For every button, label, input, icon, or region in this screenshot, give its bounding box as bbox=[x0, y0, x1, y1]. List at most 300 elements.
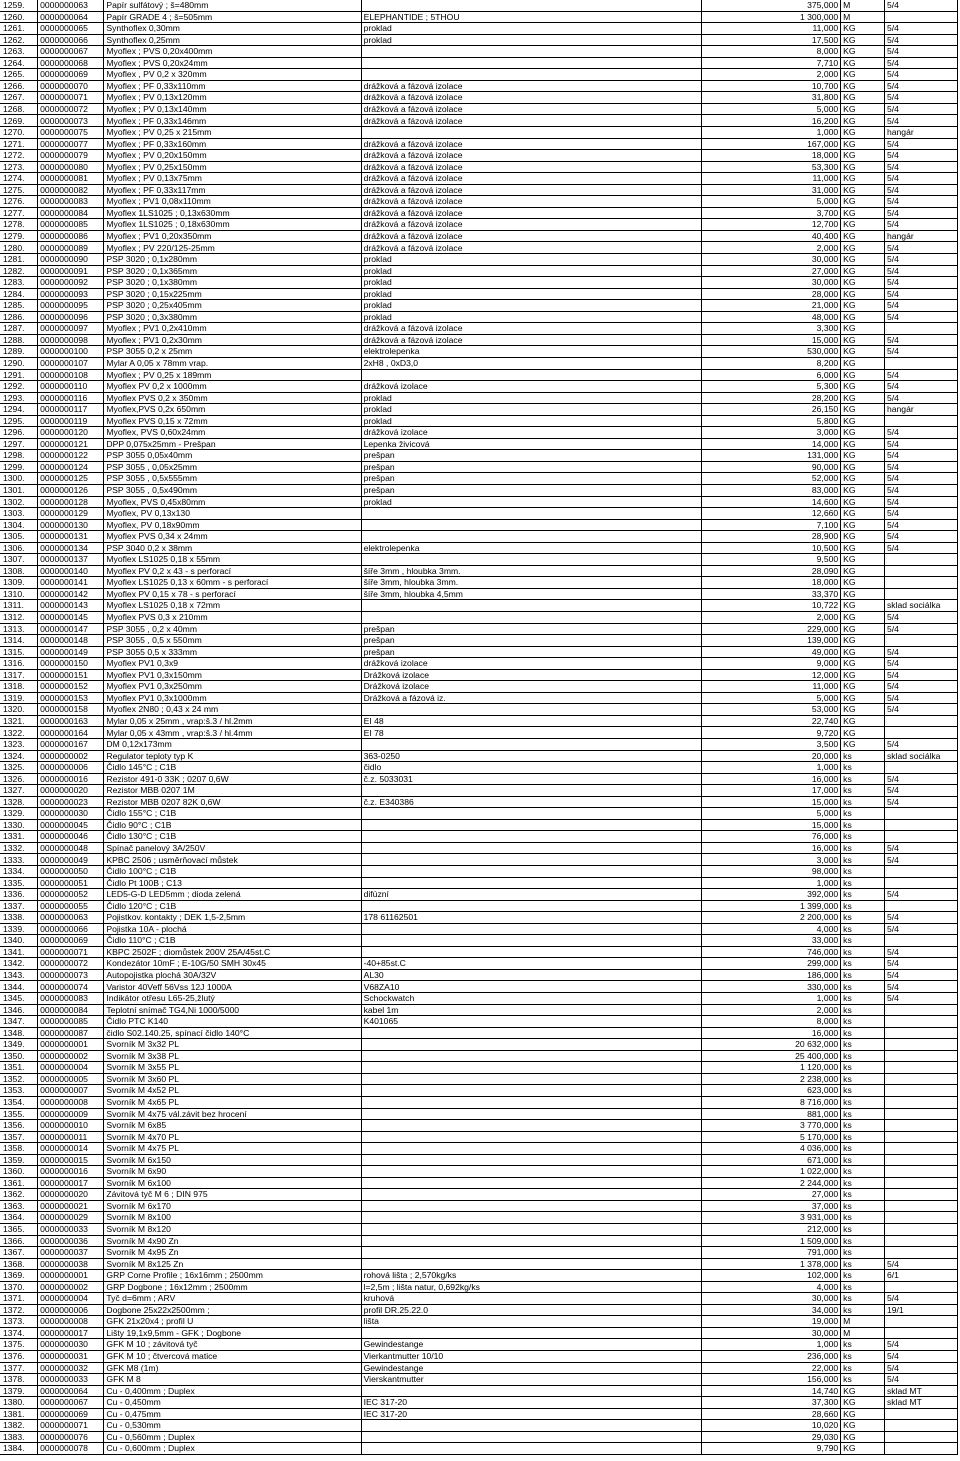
item-note bbox=[361, 1212, 701, 1224]
row-number: 1330. bbox=[0, 819, 38, 831]
item-name: PSP 3020 ; 0,3x380mm bbox=[104, 311, 361, 323]
row-number: 1344. bbox=[0, 981, 38, 993]
item-code: 0000000004 bbox=[38, 1062, 104, 1074]
item-name: Svorník M 8x100 bbox=[104, 1212, 361, 1224]
item-location: 5/4 bbox=[884, 1258, 957, 1270]
item-name: Čidlo 100°C ; C1B bbox=[104, 866, 361, 878]
item-code: 0000000140 bbox=[38, 565, 104, 577]
item-code: 0000000158 bbox=[38, 704, 104, 716]
table-row bbox=[0, 773, 958, 785]
item-location: 5/4 bbox=[884, 369, 957, 381]
item-note: EI 78 bbox=[361, 727, 701, 739]
item-name: Dogbone 25x22x2500mm ; bbox=[104, 1304, 361, 1316]
item-code: 0000000074 bbox=[38, 981, 104, 993]
row-number: 1295. bbox=[0, 415, 38, 427]
row-number: 1316. bbox=[0, 658, 38, 670]
item-quantity: 30,000 bbox=[701, 277, 840, 289]
item-unit: ks bbox=[841, 912, 885, 924]
item-name: Myoflex PV1 0,3x1000mm bbox=[104, 692, 361, 704]
item-location bbox=[884, 900, 957, 912]
item-code: 0000000128 bbox=[38, 496, 104, 508]
item-note bbox=[361, 819, 701, 831]
item-quantity: 9,720 bbox=[701, 727, 840, 739]
row-number: 1263. bbox=[0, 46, 38, 58]
item-name: Svorník M 4x52 PL bbox=[104, 1085, 361, 1097]
row-number: 1371. bbox=[0, 1293, 38, 1305]
item-code: 0000000001 bbox=[38, 1270, 104, 1282]
item-note: elektrolepenka bbox=[361, 542, 701, 554]
item-name: Čidlo 145°C ; C1B bbox=[104, 762, 361, 774]
item-name: Myoflex 2N80 ; 0,43 x 24 mm bbox=[104, 704, 361, 716]
item-note: Vierskantmutter bbox=[361, 1374, 701, 1386]
row-number: 1365. bbox=[0, 1223, 38, 1235]
table-row bbox=[0, 577, 958, 589]
item-location: 5/4 bbox=[884, 438, 957, 450]
item-name: PSP 3040 0,2 x 38mm bbox=[104, 542, 361, 554]
item-location: 5/4 bbox=[884, 69, 957, 81]
item-code: 0000000015 bbox=[38, 1154, 104, 1166]
row-number: 1283. bbox=[0, 277, 38, 289]
row-number: 1348. bbox=[0, 1027, 38, 1039]
item-quantity: 14,000 bbox=[701, 438, 840, 450]
item-unit: KG bbox=[841, 173, 885, 185]
item-code: 0000000149 bbox=[38, 646, 104, 658]
item-location: 5/4 bbox=[884, 288, 957, 300]
item-unit: ks bbox=[841, 1108, 885, 1120]
item-name: Závitová tyč M 6 ; DIN 975 bbox=[104, 1189, 361, 1201]
row-number: 1300. bbox=[0, 473, 38, 485]
item-location bbox=[884, 1247, 957, 1259]
item-location: 5/4 bbox=[884, 450, 957, 462]
item-code: 0000000037 bbox=[38, 1247, 104, 1259]
item-quantity: 15,000 bbox=[701, 796, 840, 808]
item-code: 0000000066 bbox=[38, 923, 104, 935]
item-note: 178 61162501 bbox=[361, 912, 701, 924]
item-code: 0000000164 bbox=[38, 727, 104, 739]
row-number: 1355. bbox=[0, 1108, 38, 1120]
item-unit: KG bbox=[841, 577, 885, 589]
item-code: 0000000020 bbox=[38, 1189, 104, 1201]
item-name: Pojistkov. kontakty ; DEK 1,5-2,5mm bbox=[104, 912, 361, 924]
item-location bbox=[884, 1016, 957, 1028]
item-unit: KG bbox=[841, 669, 885, 681]
item-note bbox=[361, 1062, 701, 1074]
item-note: šíře 3mm, hloubka 3mm. bbox=[361, 577, 701, 589]
item-location: 5/4 bbox=[884, 1374, 957, 1386]
item-unit: ks bbox=[841, 993, 885, 1005]
item-quantity: 15,000 bbox=[701, 819, 840, 831]
item-unit: KG bbox=[841, 242, 885, 254]
item-name: Svorník M 4x75 PL bbox=[104, 1143, 361, 1155]
item-location: 5/4 bbox=[884, 496, 957, 508]
item-name: Myoflex ; PV1 0,2x410mm bbox=[104, 323, 361, 335]
item-note: drážková a fázová izolace bbox=[361, 196, 701, 208]
item-unit: ks bbox=[841, 785, 885, 797]
item-code: 0000000067 bbox=[38, 46, 104, 58]
item-code: 0000000078 bbox=[38, 1443, 104, 1455]
row-number: 1286. bbox=[0, 311, 38, 323]
table-row bbox=[0, 1131, 958, 1143]
item-quantity: 392,000 bbox=[701, 889, 840, 901]
item-note bbox=[361, 1247, 701, 1259]
item-note: proklad bbox=[361, 392, 701, 404]
item-name: Mylar A 0,05 x 78mm vrap. bbox=[104, 357, 361, 369]
item-name: Myoflex ; PV 0,13x140mm bbox=[104, 103, 361, 115]
item-location bbox=[884, 1062, 957, 1074]
table-row bbox=[0, 1350, 958, 1362]
table-row bbox=[0, 207, 958, 219]
item-quantity: 156,000 bbox=[701, 1374, 840, 1386]
table-row bbox=[0, 1016, 958, 1028]
item-unit: KG bbox=[841, 277, 885, 289]
item-quantity: 3,500 bbox=[701, 739, 840, 751]
item-name: Svorník M 4x95 Zn bbox=[104, 1247, 361, 1259]
item-code: 0000000030 bbox=[38, 1339, 104, 1351]
item-note: Schockwatch bbox=[361, 993, 701, 1005]
item-name: Čidlo 155°C ; C1B bbox=[104, 808, 361, 820]
item-note bbox=[361, 1327, 701, 1339]
item-unit: ks bbox=[841, 831, 885, 843]
item-code: 0000000008 bbox=[38, 1316, 104, 1328]
item-location bbox=[884, 577, 957, 589]
item-code: 0000000067 bbox=[38, 1397, 104, 1409]
item-location: 19/1 bbox=[884, 1304, 957, 1316]
item-note: šíře 3mm , hloubka 3mm. bbox=[361, 565, 701, 577]
item-quantity: 186,000 bbox=[701, 969, 840, 981]
item-unit: ks bbox=[841, 958, 885, 970]
item-note bbox=[361, 508, 701, 520]
row-number: 1307. bbox=[0, 554, 38, 566]
item-code: 0000000084 bbox=[38, 1004, 104, 1016]
item-unit: ks bbox=[841, 1085, 885, 1097]
item-note bbox=[361, 935, 701, 947]
row-number: 1345. bbox=[0, 993, 38, 1005]
row-number: 1314. bbox=[0, 635, 38, 647]
item-quantity: 14,740 bbox=[701, 1385, 840, 1397]
item-unit: KG bbox=[841, 392, 885, 404]
item-quantity: 28,200 bbox=[701, 392, 840, 404]
item-name: Myoflex, PV 0,18x90mm bbox=[104, 519, 361, 531]
row-number: 1339. bbox=[0, 923, 38, 935]
item-note: č.z. E340386 bbox=[361, 796, 701, 808]
table-row bbox=[0, 1431, 958, 1443]
item-name: Myoflex , PV 0,2 x 320mm bbox=[104, 69, 361, 81]
item-location bbox=[884, 1316, 957, 1328]
item-note bbox=[361, 1166, 701, 1178]
item-code: 0000000005 bbox=[38, 1073, 104, 1085]
item-location: 5/4 bbox=[884, 207, 957, 219]
item-location: 5/4 bbox=[884, 196, 957, 208]
item-unit: ks bbox=[841, 842, 885, 854]
item-code: 0000000110 bbox=[38, 381, 104, 393]
item-location: 5/4 bbox=[884, 57, 957, 69]
table-row bbox=[0, 173, 958, 185]
item-name: KPBC 2506 ; usměrňovací můstek bbox=[104, 854, 361, 866]
item-note bbox=[361, 1443, 701, 1455]
table-row bbox=[0, 357, 958, 369]
item-note bbox=[361, 1385, 701, 1397]
table-row bbox=[0, 946, 958, 958]
row-number: 1370. bbox=[0, 1281, 38, 1293]
item-note: prešpan bbox=[361, 461, 701, 473]
item-location: 5/4 bbox=[884, 150, 957, 162]
row-number: 1354. bbox=[0, 1096, 38, 1108]
item-unit: KG bbox=[841, 311, 885, 323]
item-quantity: 3,700 bbox=[701, 207, 840, 219]
item-location bbox=[884, 877, 957, 889]
item-unit: KG bbox=[841, 427, 885, 439]
table-row bbox=[0, 1281, 958, 1293]
table-row bbox=[0, 842, 958, 854]
item-name: Regulator teploty typ K bbox=[104, 750, 361, 762]
item-name: Myoflex 1LS1025 ; 0,13x630mm bbox=[104, 207, 361, 219]
item-quantity: 19,000 bbox=[701, 1316, 840, 1328]
item-location: 5/4 bbox=[884, 796, 957, 808]
row-number: 1315. bbox=[0, 646, 38, 658]
item-code: 0000000049 bbox=[38, 854, 104, 866]
item-unit: ks bbox=[841, 1258, 885, 1270]
item-unit: ks bbox=[841, 1062, 885, 1074]
item-name: Lišty 19,1x9,5mm - GFK ; Dogbone bbox=[104, 1327, 361, 1339]
row-number: 1291. bbox=[0, 369, 38, 381]
item-unit: KG bbox=[841, 611, 885, 623]
table-row bbox=[0, 1223, 958, 1235]
item-name: Cu - 0,560mm ; Duplex bbox=[104, 1431, 361, 1443]
item-code: 0000000117 bbox=[38, 404, 104, 416]
item-code: 0000000143 bbox=[38, 600, 104, 612]
item-code: 0000000085 bbox=[38, 219, 104, 231]
item-location: 5/4 bbox=[884, 519, 957, 531]
row-number: 1264. bbox=[0, 57, 38, 69]
item-unit: ks bbox=[841, 1281, 885, 1293]
item-unit: KG bbox=[841, 254, 885, 266]
item-note bbox=[361, 1073, 701, 1085]
row-number: 1303. bbox=[0, 508, 38, 520]
item-name: Rezistor MBB 0207 82K 0,6W bbox=[104, 796, 361, 808]
item-note: elektrolepenka bbox=[361, 346, 701, 358]
item-unit: KG bbox=[841, 184, 885, 196]
item-unit: KG bbox=[841, 588, 885, 600]
table-row bbox=[0, 646, 958, 658]
item-code: 0000000116 bbox=[38, 392, 104, 404]
item-name: Cu - 0,600mm ; Duplex bbox=[104, 1443, 361, 1455]
item-code: 0000000068 bbox=[38, 57, 104, 69]
item-unit: ks bbox=[841, 1177, 885, 1189]
row-number: 1308. bbox=[0, 565, 38, 577]
table-row bbox=[0, 323, 958, 335]
item-unit: KG bbox=[841, 635, 885, 647]
item-code: 0000000001 bbox=[38, 1039, 104, 1051]
item-note: drážková a fázová izolace bbox=[361, 138, 701, 150]
item-location: 5/4 bbox=[884, 1362, 957, 1374]
item-quantity: 623,000 bbox=[701, 1085, 840, 1097]
item-unit: KG bbox=[841, 438, 885, 450]
row-number: 1375. bbox=[0, 1339, 38, 1351]
item-unit: ks bbox=[841, 889, 885, 901]
item-name: Mylar 0,05 x 25mm , vrap:š.3 / hl.2mm bbox=[104, 715, 361, 727]
item-quantity: 6,000 bbox=[701, 369, 840, 381]
item-unit: ks bbox=[841, 981, 885, 993]
item-note bbox=[361, 1223, 701, 1235]
item-unit: ks bbox=[841, 1270, 885, 1282]
item-quantity: 1 378,000 bbox=[701, 1258, 840, 1270]
item-note: rohová lišta ; 2,570kg/ks bbox=[361, 1270, 701, 1282]
item-name: PSP 3055 , 0,2 x 40mm bbox=[104, 623, 361, 635]
item-name: Svorník M 4x70 PL bbox=[104, 1131, 361, 1143]
item-name: Myoflex ; PV 0,25 x 189mm bbox=[104, 369, 361, 381]
item-code: 0000000163 bbox=[38, 715, 104, 727]
item-note: V68ZA10 bbox=[361, 981, 701, 993]
item-name: PSP 3020 ; 0,1x380mm bbox=[104, 277, 361, 289]
table-row bbox=[0, 1408, 958, 1420]
row-number: 1298. bbox=[0, 450, 38, 462]
table-row bbox=[0, 196, 958, 208]
item-note bbox=[361, 1189, 701, 1201]
item-quantity: 8,000 bbox=[701, 46, 840, 58]
item-unit: KG bbox=[841, 80, 885, 92]
row-number: 1313. bbox=[0, 623, 38, 635]
item-location bbox=[884, 808, 957, 820]
item-code: 0000000126 bbox=[38, 484, 104, 496]
item-name: Myoflex ; PV1 0,2x30mm bbox=[104, 334, 361, 346]
item-unit: ks bbox=[841, 1154, 885, 1166]
row-number: 1361. bbox=[0, 1177, 38, 1189]
item-code: 0000000011 bbox=[38, 1131, 104, 1143]
table-row bbox=[0, 277, 958, 289]
item-quantity: 236,000 bbox=[701, 1350, 840, 1362]
item-note: drážková a fázová izolace bbox=[361, 150, 701, 162]
item-code: 0000000080 bbox=[38, 161, 104, 173]
item-name: Teplotní snímač TG4,Ni 1000/5000 bbox=[104, 1004, 361, 1016]
item-name: Myoflex, PVS 0,45x80mm bbox=[104, 496, 361, 508]
item-quantity: 17,000 bbox=[701, 785, 840, 797]
item-code: 0000000064 bbox=[38, 1385, 104, 1397]
item-location bbox=[884, 588, 957, 600]
item-code: 0000000148 bbox=[38, 635, 104, 647]
row-number: 1383. bbox=[0, 1431, 38, 1443]
item-location bbox=[884, 11, 957, 23]
item-location: 5/4 bbox=[884, 923, 957, 935]
item-unit: ks bbox=[841, 1131, 885, 1143]
item-name: Myoflex ; PF 0,33x110mm bbox=[104, 80, 361, 92]
item-code: 0000000002 bbox=[38, 1050, 104, 1062]
item-quantity: 11,000 bbox=[701, 681, 840, 693]
item-location bbox=[884, 1004, 957, 1016]
row-number: 1321. bbox=[0, 715, 38, 727]
item-location: 5/4 bbox=[884, 692, 957, 704]
item-name: Čidlo 130°C ; C1B bbox=[104, 831, 361, 843]
item-unit: KG bbox=[841, 230, 885, 242]
row-number: 1272. bbox=[0, 150, 38, 162]
row-number: 1274. bbox=[0, 173, 38, 185]
item-code: 0000000083 bbox=[38, 196, 104, 208]
item-note: drážková a fázová izolace bbox=[361, 92, 701, 104]
row-number: 1294. bbox=[0, 404, 38, 416]
item-name: Svorník M 3x60 PL bbox=[104, 1073, 361, 1085]
item-code: 0000000069 bbox=[38, 1408, 104, 1420]
row-number: 1372. bbox=[0, 1304, 38, 1316]
item-unit: ks bbox=[841, 1247, 885, 1259]
item-quantity: 28,000 bbox=[701, 288, 840, 300]
item-unit: KG bbox=[841, 1431, 885, 1443]
item-name: Myoflex ; PV 0,13x75mm bbox=[104, 173, 361, 185]
table-row bbox=[0, 623, 958, 635]
item-note: prešpan bbox=[361, 646, 701, 658]
item-location bbox=[884, 1154, 957, 1166]
item-quantity: 671,000 bbox=[701, 1154, 840, 1166]
table-row bbox=[0, 115, 958, 127]
item-code: 0000000141 bbox=[38, 577, 104, 589]
item-name: Myoflex PV 0,15 x 78 - s perforací bbox=[104, 588, 361, 600]
item-note bbox=[361, 785, 701, 797]
item-quantity: 30,000 bbox=[701, 1293, 840, 1305]
item-quantity: 1 509,000 bbox=[701, 1235, 840, 1247]
item-unit: KG bbox=[841, 484, 885, 496]
item-name: Myoflex ; PV 0,20x150mm bbox=[104, 150, 361, 162]
item-code: 0000000004 bbox=[38, 1293, 104, 1305]
row-number: 1284. bbox=[0, 288, 38, 300]
item-code: 0000000075 bbox=[38, 127, 104, 139]
item-code: 0000000031 bbox=[38, 1350, 104, 1362]
row-number: 1382. bbox=[0, 1420, 38, 1432]
table-row bbox=[0, 739, 958, 751]
item-name: LED5-G-D LED5mm ; dioda zelená bbox=[104, 889, 361, 901]
row-number: 1340. bbox=[0, 935, 38, 947]
item-location: 5/4 bbox=[884, 658, 957, 670]
table-row bbox=[0, 635, 958, 647]
item-name: GFK M 10 ; závitová tyč bbox=[104, 1339, 361, 1351]
item-unit: ks bbox=[841, 796, 885, 808]
item-note bbox=[361, 1039, 701, 1051]
item-location: 5/4 bbox=[884, 611, 957, 623]
item-code: 0000000124 bbox=[38, 461, 104, 473]
item-name: Mylar 0,05 x 43mm , vrap:š.3 / hl.4mm bbox=[104, 727, 361, 739]
item-name: Myoflex, PVS 0,60x24mm bbox=[104, 427, 361, 439]
table-row bbox=[0, 150, 958, 162]
item-name: Myoflex PV1 0,3x150mm bbox=[104, 669, 361, 681]
item-quantity: 1,000 bbox=[701, 127, 840, 139]
table-row bbox=[0, 473, 958, 485]
table-row bbox=[0, 1420, 958, 1432]
table-row bbox=[0, 1120, 958, 1132]
row-number: 1266. bbox=[0, 80, 38, 92]
item-code: 0000000092 bbox=[38, 277, 104, 289]
item-location: 5/4 bbox=[884, 184, 957, 196]
item-note: proklad bbox=[361, 265, 701, 277]
item-name: Kondezátor 10mF ; E-10G/50 SMH 30x45 bbox=[104, 958, 361, 970]
item-unit: ks bbox=[841, 1096, 885, 1108]
item-note bbox=[361, 1085, 701, 1097]
item-unit: KG bbox=[841, 519, 885, 531]
item-unit: KG bbox=[841, 103, 885, 115]
item-location: sklad sociálka bbox=[884, 750, 957, 762]
item-code: 0000000085 bbox=[38, 1016, 104, 1028]
row-number: 1270. bbox=[0, 127, 38, 139]
item-note: drážková a fázová izolace bbox=[361, 184, 701, 196]
item-name: Svorník M 4x75 vál.závit bez hrocení bbox=[104, 1108, 361, 1120]
item-location bbox=[884, 935, 957, 947]
item-code: 0000000008 bbox=[38, 1096, 104, 1108]
table-row bbox=[0, 704, 958, 716]
item-location bbox=[884, 1096, 957, 1108]
item-location bbox=[884, 1443, 957, 1455]
item-code: 0000000045 bbox=[38, 819, 104, 831]
item-quantity: 5,000 bbox=[701, 103, 840, 115]
item-code: 0000000079 bbox=[38, 150, 104, 162]
item-unit: ks bbox=[841, 935, 885, 947]
item-code: 0000000147 bbox=[38, 623, 104, 635]
table-row bbox=[0, 1212, 958, 1224]
